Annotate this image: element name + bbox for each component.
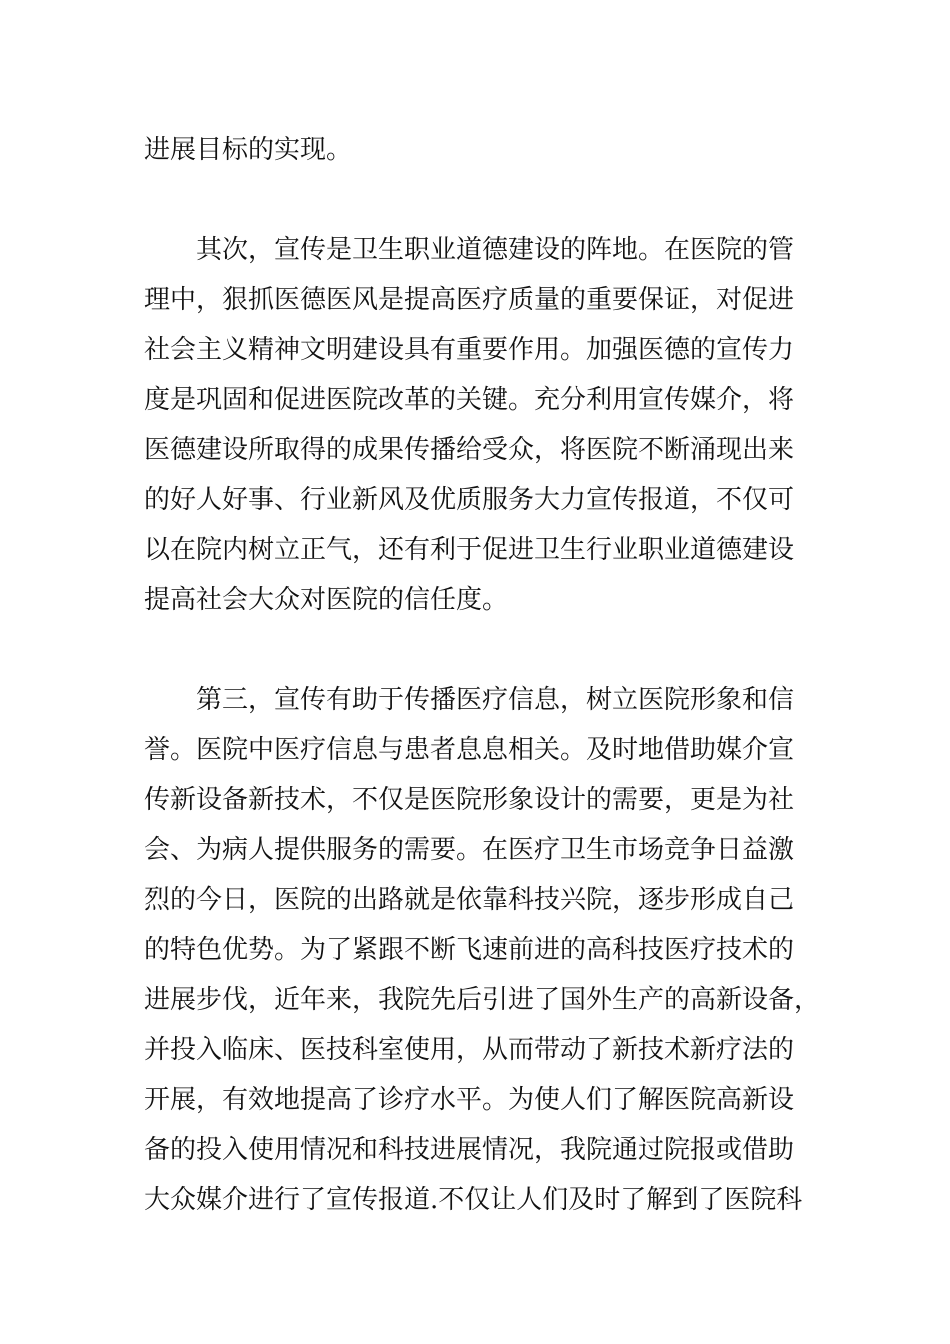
paragraph-2-line-4: 度是巩固和促进医院改革的关键。充分利用宣传媒介，将 [144,385,795,415]
paragraph-3-line-5: 烈的今日，医院的出路就是依靠科技兴院，逐步形成自己 [144,885,795,915]
paragraph-3-line-6: 的特色优势。为了紧跟不断飞速前进的高科技医疗技术的 [144,935,795,965]
paragraph-2-line-5: 医德建设所取得的成果传播给受众，将医院不断涌现出来 [144,435,795,465]
paragraph-1-line-1: 进展目标的实现。 [144,135,353,165]
paragraph-3-line-4: 会、为病人提供服务的需要。在医疗卫生市场竞争日益激 [144,835,795,865]
paragraph-2-line-2: 理中，狠抓医德医风是提高医疗质量的重要保证，对促进 [144,285,795,315]
paragraph-2-line-7: 以在院内树立正气，还有利于促进卫生行业职业道德建设 [144,535,795,565]
paragraph-3-line-8: 并投入临床、医技科室使用，从而带动了新技术新疗法的 [144,1035,795,1065]
paragraph-3-line-11: 大众媒介进行了宣传报道.不仅让人们及时了解到了医院科 [144,1185,803,1215]
paragraph-3-line-10: 备的投入使用情况和科技进展情况，我院通过院报或借助 [144,1135,795,1165]
paragraph-3-line-7: 进展步伐，近年来，我院先后引进了国外生产的高新设备， [144,985,821,1015]
paragraph-3-line-3: 传新设备新技术，不仅是医院形象设计的需要，更是为社 [144,785,795,815]
paragraph-3-line-2: 誉。医院中医疗信息与患者息息相关。及时地借助媒介宣 [144,735,795,765]
paragraph-2-line-8: 提高社会大众对医院的信任度。 [144,585,509,615]
paragraph-2-line-3: 社会主义精神文明建设具有重要作用。加强医德的宣传力 [144,335,795,365]
paragraph-2-line-6: 的好人好事、行业新风及优质服务大力宣传报道，不仅可 [144,485,795,515]
paragraph-3-line-9: 开展，有效地提高了诊疗水平。为使人们了解医院高新设 [144,1085,795,1115]
paragraph-2-line-1: 其次，宣传是卫生职业道德建设的阵地。在医院的管 [196,235,795,265]
paragraph-3-line-1: 第三，宣传有助于传播医疗信息，树立医院形象和信 [196,685,795,715]
